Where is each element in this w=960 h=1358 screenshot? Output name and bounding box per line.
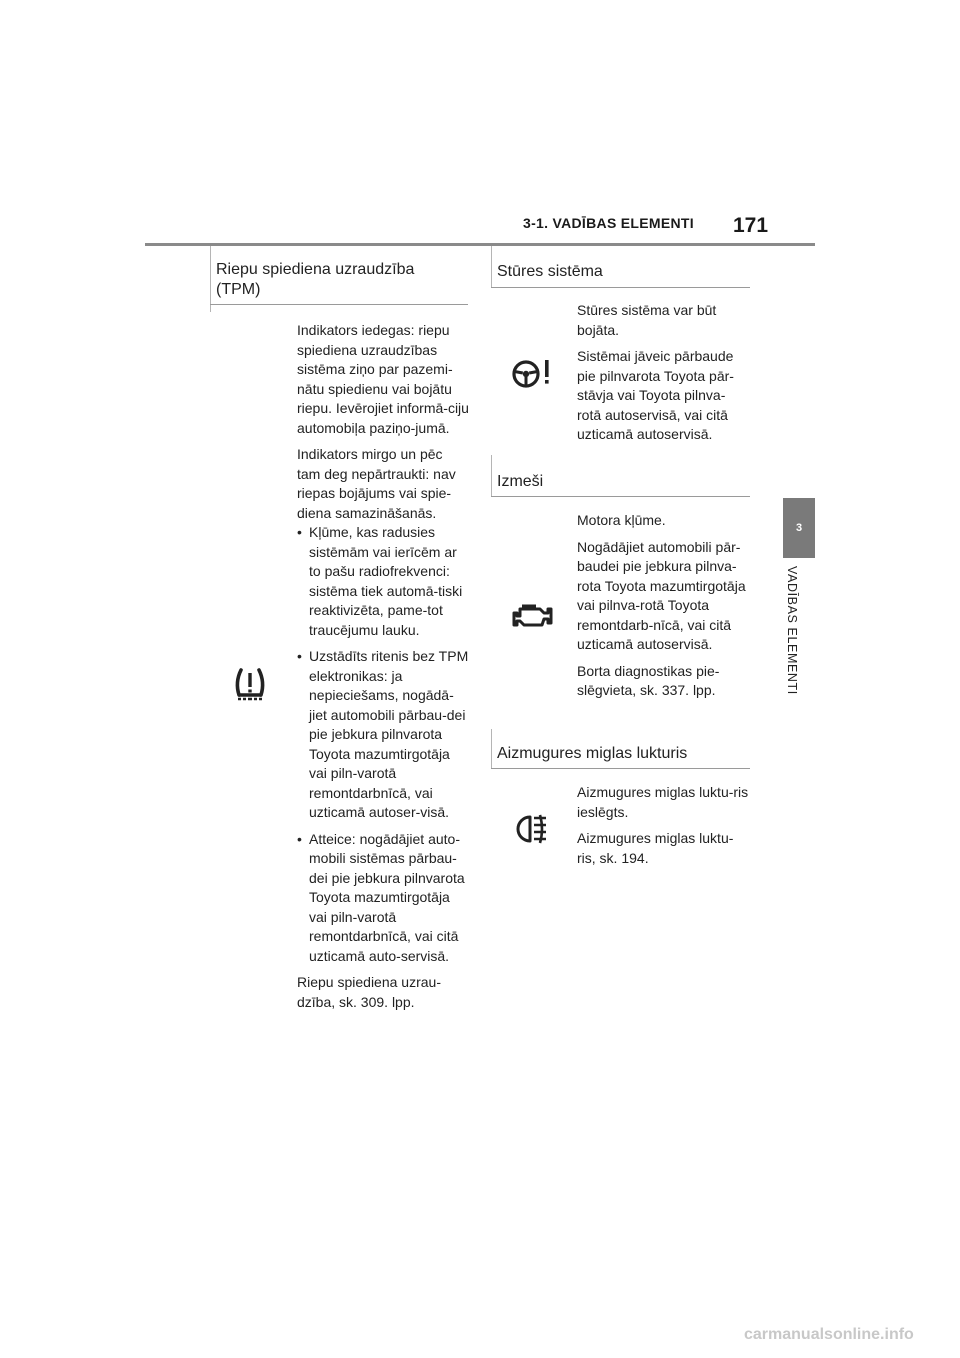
tire-pressure-warning-icon xyxy=(230,664,270,704)
emissions-section-title: Izmeši xyxy=(497,473,544,490)
section-left-divider xyxy=(210,246,211,312)
fog-section-rule xyxy=(491,768,750,769)
page-number: 171 xyxy=(733,214,769,237)
tpm-section-rule xyxy=(210,304,468,305)
chapter-label: VADĪBAS ELEMENTI xyxy=(785,566,799,695)
rear-fog-light-icon xyxy=(514,813,556,845)
tpm-paragraph-2: Indikators mirgo un pēc tam deg nepārtraukti: nav riepas bojājums vai spie-diena samazināšanās. xyxy=(297,446,456,521)
tpm-description xyxy=(297,321,469,1019)
fog-section-title: Aizmugures miglas lukturis xyxy=(497,745,688,762)
tpm-paragraph-1: Indikators iedegas: riepu spiediena uzraudzības sistēma ziņo par pazemi-nātu spiedienu vai bojātu riepu. Ievērojiet informā-ciju automobiļa paziņo-jumā. xyxy=(297,322,469,436)
fog-paragraph-2: Aizmugures miglas luktu-ris, sk. 194. xyxy=(577,830,734,866)
chapter-number: 3 xyxy=(795,522,803,534)
header-section-title: 3-1. VADĪBAS ELEMENTI xyxy=(523,215,694,231)
emissions-section-rule xyxy=(491,496,750,497)
steering-section-rule xyxy=(491,287,750,288)
steering-warning-icon xyxy=(511,356,553,390)
header-rule xyxy=(145,243,815,246)
fog-description xyxy=(577,783,749,875)
engine-check-icon xyxy=(512,600,554,630)
steering-paragraph-2: Sistēmai jāveic pārbaude pie pilnvarota Toyota pār-stāvja vai Toyota pilnva-rotā autoservisā, vai citā uzticamā autoservisā. xyxy=(577,348,734,442)
tpm-reference: Riepu spiediena uzrau-dzība, sk. 309. lpp. xyxy=(297,974,441,1010)
emissions-paragraph-2: Nogādājiet automobili pār-baudei pie jebkura pilnva-rota Toyota mazumtirgotāja vai pilnva-rotā Toyota remontdarb-nīcā, vai citā uzticamā autoservisā. xyxy=(577,538,746,652)
tpm-section-title: Riepu spiediena uzraudzība (TPM) xyxy=(216,261,415,298)
emissions-paragraph-1: Motora kļūme. xyxy=(577,512,666,528)
steering-section-divider xyxy=(491,246,492,288)
chapter-tab xyxy=(783,498,815,558)
emissions-section-divider xyxy=(491,455,492,497)
steering-section-title: Stūres sistēma xyxy=(497,263,603,280)
tpm-bullet-3: • Atteice: nogādājiet auto-mobili sistēmas pārbau-dei pie jebkura pilnvarota Toyota mazumtirgotāja vai piln-varotā remontdarbnīcā, vai citā uzticamā auto-servisā. xyxy=(297,830,469,967)
tpm-bullet-2: • Uzstādīts ritenis bez TPM elektronikas: ja nepieciešams, nogādā-jiet automobili pārbau-dei pie jebkura pilnvarota Toyota mazumtirgotāja vai piln-varotā remontdarbnīcā, vai uzticamā autoser-visā. xyxy=(297,647,469,823)
tpm-bullet-1: • Kļūme, kas radusies sistēmām vai ierīcēm ar to pašu radiofrekvenci: sistēma tiek automā-tiski reaktivizēta, pame-tot traucējumu lauku. xyxy=(297,523,469,640)
watermark: carmanualsonline.info xyxy=(744,1326,914,1343)
steering-description xyxy=(577,301,749,452)
emissions-description xyxy=(577,511,749,708)
steering-paragraph-1: Stūres sistēma var būt bojāta. xyxy=(577,302,717,338)
fog-paragraph-1: Aizmugures miglas luktu-ris ieslēgts. xyxy=(577,784,749,820)
fog-section-divider xyxy=(491,729,492,769)
emissions-paragraph-3: Borta diagnostikas pie-slēgvieta, sk. 337. lpp. xyxy=(577,662,720,698)
